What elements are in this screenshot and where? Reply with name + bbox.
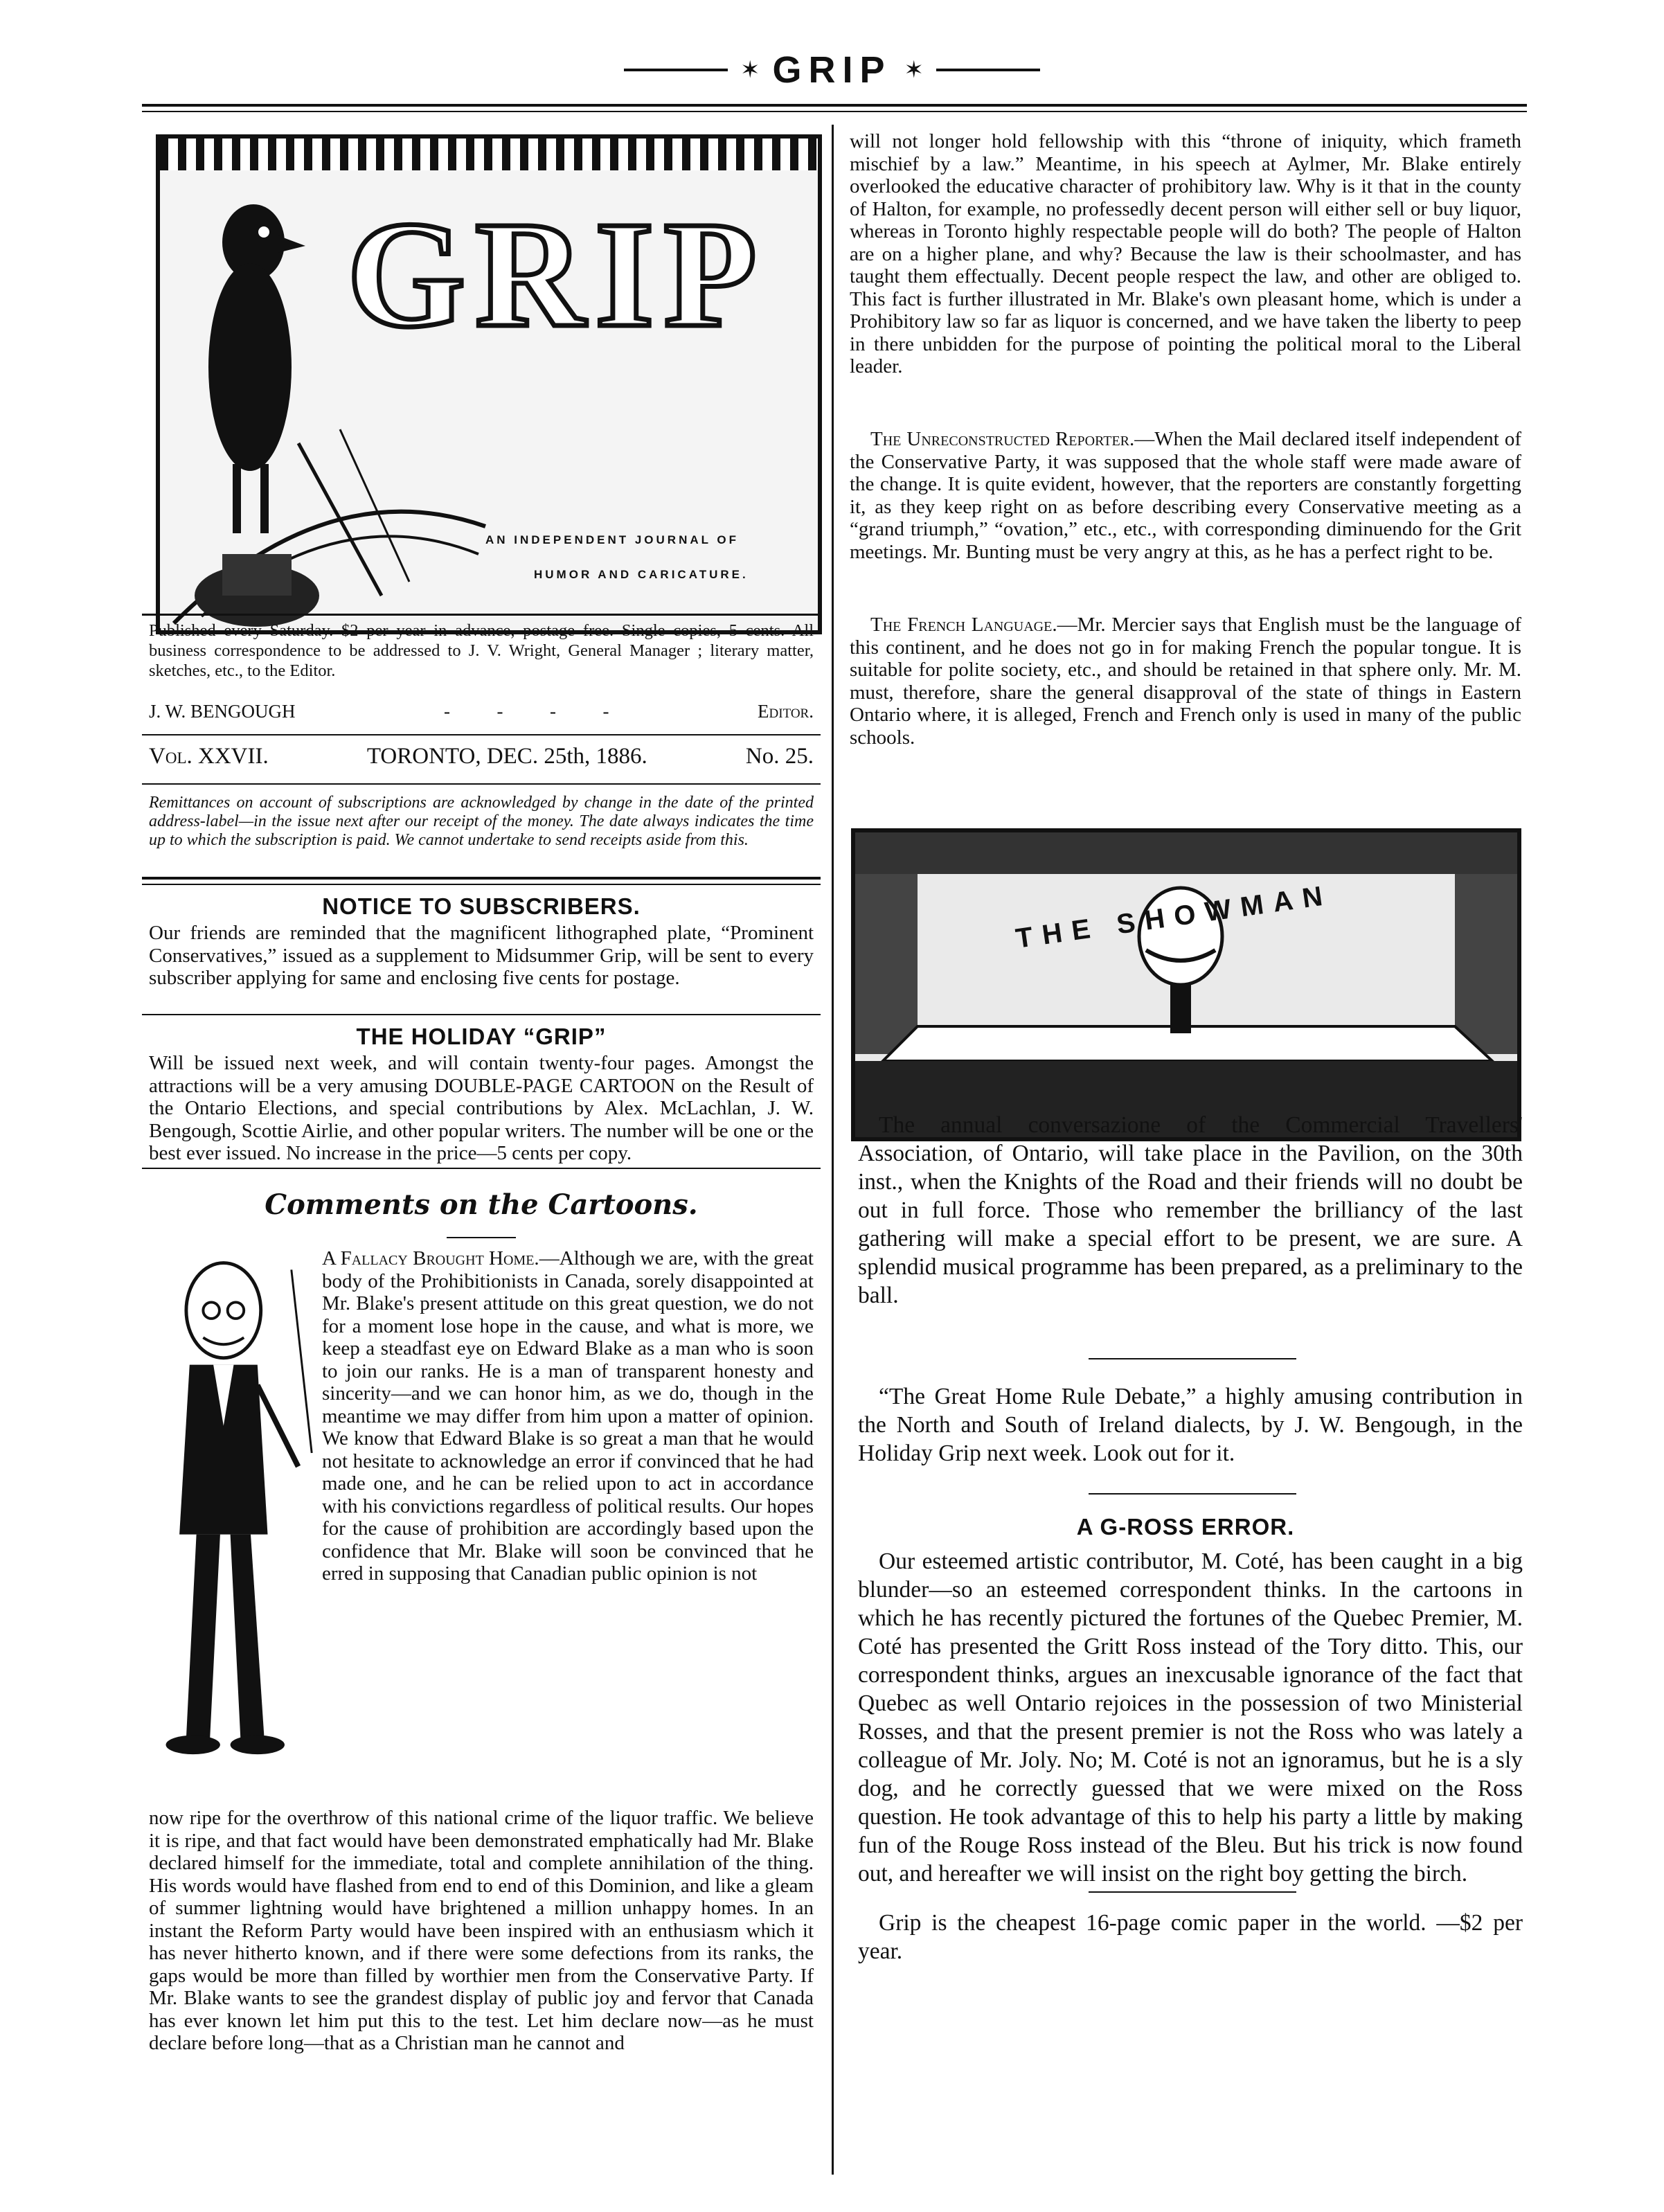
masthead-illustration xyxy=(156,134,822,634)
comments-body-wrapped xyxy=(322,1247,814,1585)
masthead-logo-text: GRIP xyxy=(347,190,767,359)
volume-number: Vol. XXVII. xyxy=(149,744,269,769)
holiday-heading: THE HOLIDAY “GRIP” xyxy=(356,1024,607,1049)
rule xyxy=(142,1168,821,1169)
publication-info: Published every Saturday. $2 per year in advance, postage free. Single copies, 5 cents. All business correspondence to be addressed to J. V. Wright, General Manager ; literary matter, sketches, etc., to the Editor. xyxy=(149,621,814,680)
star-ornament-icon: ✶ xyxy=(740,57,760,83)
editor-line xyxy=(149,701,814,722)
masthead-tagline-1: AN INDEPENDENT JOURNAL OF xyxy=(485,533,740,546)
short-rule xyxy=(1089,1358,1296,1359)
masthead-ornament xyxy=(160,139,818,170)
comments-continuation: will not longer hold fellowship with this “throne of iniquity, which frameth mischief by a law.” Meantime, in his speech at Aylmer, Mr. Blake entirely overlooked the educative character of prohibitory law. Why is it that in the county of Halton, for example, no professedly decent person will either sell or buy liquor, whereas in Toronto highly respectable people will do both? The people of Halton are on a higher plane, and why? Because the law is their schoolmaster, and has taught them effectually. Decent people respect the law, and other are obliged to. This fact is further illustrated in Mr. Blake's own pleasant home, which is under a Prohibitory law so far as liquor is concerned, and we have taken the liberty to peep in there unbidden for the purpose of pointing the political moral to the Liberal leader. xyxy=(850,130,1521,377)
rule xyxy=(142,783,821,785)
right-column xyxy=(843,129,1528,2179)
editor-name: J. W. BENGOUGH xyxy=(149,701,296,722)
short-rule xyxy=(1089,1891,1296,1893)
short-rule xyxy=(1089,1493,1296,1495)
masthead-tagline-2: HUMOR AND CARICATURE. xyxy=(534,568,749,581)
reporter-paragraph xyxy=(850,428,1521,563)
inkwell-and-quills-icon xyxy=(160,388,492,634)
volume-line xyxy=(149,744,814,769)
cheapest-notice: Grip is the cheapest 16-page comic paper in the world. —$2 per year. xyxy=(858,1910,1523,1964)
holiday-body: Will be issued next week, and will contain twenty-four pages. Amongst the attractions will be a very amusing DOUBLE-PAGE CARTOON on the Result of the Ontario Elections, and special contributions by Alex. McLachlan, J. W. Bengough, Scottie Airlie, and other popular writers. The number will be one or the best ever issued. No increase in the price—5 cents per copy. xyxy=(149,1052,814,1164)
showman-cartoon xyxy=(851,828,1521,1141)
notice-heading: NOTICE TO SUBSCRIBERS. xyxy=(322,893,641,919)
column-divider xyxy=(832,125,834,2175)
french-text: —Mr. Mercier says that English must be the language of this continent, and he does not go in for making French the popular tongue. It is suitable for polite society, etc., and should be retained in that sphere only. Mr. M. must, therefore, share the general disapproval of the state of things in Eastern Ontario where, it is alleged, French and French only is used in many of the public schools. xyxy=(850,614,1521,749)
rule-left xyxy=(624,69,728,71)
rule xyxy=(142,734,821,735)
reporter-text: —When the Mail declared itself independent of the Conservative Party, it was supposed that the whole staff were made aware of the change. It is quite evident, however, that the reporters are constantly forgetting it, as they keep right on as before describing every Conservative meeting as a “grand triumph,” “ovation,” etc., etc., with corresponding diminuendo for the Grit meetings. Mr. Bunting must be very angry at this, as he has a perfect right to be. xyxy=(850,428,1521,563)
cartoon-caption: THE SHOWMAN xyxy=(1014,880,1334,954)
editor-dashes: - - - - xyxy=(444,701,609,722)
french-lead: The French Language. xyxy=(870,614,1057,636)
double-rule-thin xyxy=(142,884,821,885)
notice-body: Our friends are reminded that the magnificent lithographed plate, “Prominent Conservatives,” issued as a supplement to Midsummer Grip, will be sent to every subscriber applying for same and enclosing five cents for postage. xyxy=(149,922,814,989)
running-head-title: GRIP xyxy=(772,49,892,91)
double-rule xyxy=(142,877,821,880)
comments-body-full: now ripe for the overthrow of this national crime of the liquor traffic. We believe it is ripe, and that fact would have been demonstrated emphatically had Mr. Blake declared himself for the immediate, total and complete annihilation of the thing. His words would have flashed from end to end of this Dominion, and like a gleam of summer lightning would have brightened a million unhappy homes. In an instant the Reform Party would have been inspired with an enthusiasm which it has never hitherto known, and if there were some defections from its ranks, the gaps would be more than filled by worthier men from the Conservative Party. If Mr. Blake wants to see the grandest display of public joy and fervor that Canada has ever known let him put this to the test. Let him declare now—as he must declare before long—that as a Christian man he cannot and xyxy=(149,1807,814,2054)
gross-error-body: Our esteemed artistic contributor, M. Coté, has been caught in a big blunder—so an esteemed correspondent thinks. In the cartoons in which he has recently pictured the fortunes of the Quebec Premier, M. Coté has presented the Gritt Ross instead of the Tory ditto. This, our correspondent thinks, argues an inexcusable ignorance of the fact that Quebec as well Ontario rejoices in the possession of two Ministerial Rosses, and that the present premier is not the Ross who was lately a colleague of Mr. Joly. No; M. Coté is not an ignoramus, but he is a sly dog, and he correctly guessed that we were mixed on the Ross question. He took advantage of this to help his party a little by making fun of the Rouge Ross instead of the Bleu. But his trick is now found out, and hereafter we will insist on the right boy getting the birch. xyxy=(858,1549,1523,1887)
comments-lead: A Fallacy Brought Home. xyxy=(322,1247,539,1269)
french-paragraph xyxy=(850,614,1521,749)
left-column xyxy=(142,129,821,2179)
reporter-lead: The Unreconstructed Reporter. xyxy=(870,428,1135,450)
remittance-note: Remittances on account of subscriptions are acknowledged by change in the date of the printed address-label—in the issue next after our receipt of the money. The date always indicates the time up to which the subscription is paid. We cannot undertake to send receipts aside from this. xyxy=(149,794,814,849)
running-head xyxy=(0,46,1664,94)
rule-right xyxy=(936,69,1040,71)
caricature-figure-icon xyxy=(149,1244,319,1798)
editor-label: Editor. xyxy=(758,701,814,722)
gross-error-heading: A G-ROSS ERROR. xyxy=(1076,1514,1295,1540)
short-rule xyxy=(447,1237,516,1238)
home-rule-paragraph: “The Great Home Rule Debate,” a highly amusing contribution in the North and South of Ireland dialects, by J. W. Bengough, in the Holiday Grip next week. Look out for it. xyxy=(858,1384,1523,1466)
star-ornament-icon: ✶ xyxy=(904,57,924,83)
rule xyxy=(142,614,821,616)
place-and-date: TORONTO, DEC. 25th, 1886. xyxy=(366,744,647,769)
comments-heading: Comments on the Cartoons. xyxy=(265,1188,698,1221)
issue-number: No. 25. xyxy=(745,744,814,769)
comments-text-1: —Although we are, with the great body of the Prohibitionists in Canada, sorely disappointed at Mr. Blake's present attitude on this great question, we do not for a moment lose hope in the cause, and what is more, we keep a steadfast eye on Edward Blake as a man who is soon to join our ranks. He is a man of transparent honesty and sincerity—and we can honor him, as we do, though in the meantime we may differ from him upon a matter of opinion. We know that Edward Blake is so great a man that he would not hesitate to acknowledge an error if convinced that he had made one, and he can be relied upon to act in accordance with his convictions regardless of political results. Our hopes for the cause of prohibition are accordingly based upon the confidence that Mr. Blake will soon be convinced that he erred in supposing that Canadian public opinion is not xyxy=(322,1247,814,1585)
rule xyxy=(142,1014,821,1015)
top-rule-thin xyxy=(142,111,1527,112)
top-rule xyxy=(142,104,1527,107)
conversazione-paragraph: The annual conversazione of the Commercial Travellers' Association, of Ontario, will take place in the Pavilion, on the 30th inst., when the Knights of the Road and their friends will no doubt be out in full force. Those who remember the brilliancy of the last gathering will make a special effort to be present, we are sure. A splendid musical programme has been prepared, as a preliminary to the ball. xyxy=(858,1112,1523,1308)
theatre-stage-icon xyxy=(855,832,1517,1137)
